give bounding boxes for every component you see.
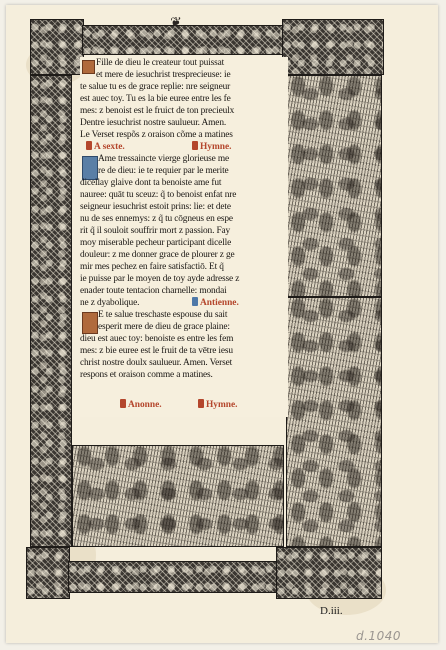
text-line: ne z dyabolique. (80, 298, 140, 308)
text-line: te salue tu es de grace replie: nre seigneur (80, 82, 231, 92)
text-line: moy miserable pecheur participant dicelle (80, 238, 232, 248)
rubric-hymn: Hymne. (192, 141, 232, 153)
pilcrow-mark (192, 141, 198, 150)
text-line: dieu est auec toy: benoiste es entre les fem (80, 334, 234, 344)
rubric-none: Anonne. (120, 399, 162, 411)
text-line: mes: z benoist est le fruict de ton precieulx (80, 106, 235, 116)
text-line: douleur: z me donner grace de plourer z ge (80, 250, 235, 260)
pilcrow-mark (120, 399, 126, 408)
pilcrow-mark (198, 399, 204, 408)
woodcut-scene-lower-right (286, 297, 382, 547)
text-line: Le Verset respõs z oraison cõme a matines (80, 130, 233, 140)
text-line: Dentre iesuchrist nostre saulueur. Amen. (80, 118, 227, 128)
manuscript-leaf (6, 5, 438, 643)
header-ornament: ❦ (170, 15, 182, 31)
text-line: nauree: quāt tu sceuz: q̃ to benoist enfat nre (80, 190, 237, 200)
pilcrow-mark (192, 297, 198, 306)
text-line: est auec toy. Tu es la bie euree entre les fe (80, 94, 231, 104)
text-line: Ame tressaincte vierge glorieuse me (98, 154, 229, 164)
folio-signature: D.iii. (320, 605, 343, 617)
rubric-antiphon: Antienne. (192, 297, 239, 309)
text-line: mir mes pechez en faire satisfactiō. Et q̃ (80, 262, 224, 272)
woodcut-scene-bottom (72, 445, 284, 547)
text-line: ie puisse par le moyen de toy ayde adresse z (80, 274, 240, 284)
bottom-left-corner-woodcut (26, 547, 70, 599)
text-line: seigneur iesuchrist estoit prins: lie: et dete (80, 202, 231, 212)
text-line: dicellay glaive dont ta benoiste ame fut (80, 178, 222, 188)
text-line: mes: z bie euree est le fruit de ta vētre iesu (80, 346, 233, 356)
text-line: rit q̃ il souloit souffrir mort z passion. Fay (80, 226, 231, 236)
text-block (80, 57, 288, 417)
top-left-corner-woodcut (30, 19, 84, 75)
text-line: et mere de iesuchrist tresprecieuse: ie (96, 70, 231, 80)
text-line: E te salue treschaste espouse du sait (98, 310, 228, 320)
text-line: christ nostre doulx saulueur. Amen. Verset (80, 358, 233, 368)
bottom-border-woodcut (68, 561, 278, 593)
text-line: respons et oraison comme a matines. (80, 370, 213, 380)
rubric-hymn: Hymne. (198, 399, 238, 411)
bottom-right-woodcut (276, 547, 382, 599)
left-border-woodcut (30, 75, 72, 547)
text-line: esperit mere de dieu de grace plaine: (98, 322, 230, 332)
pilcrow-mark (86, 141, 92, 150)
woodcut-scene-upper-right (286, 75, 382, 297)
rubric-sext: A sexte. (86, 141, 125, 153)
text-line: re de dieu: ie te requier par le merite (98, 166, 229, 176)
pencil-inventory-note: d.1040 (356, 629, 401, 643)
text-line: Fille de dieu le createur tout puissat (96, 58, 225, 68)
text-line: enader toute tentacion charnelle: mondai (80, 286, 227, 296)
text-line: nu de ses ennemys: z q̃ tu cōgneus en espe (80, 214, 233, 224)
